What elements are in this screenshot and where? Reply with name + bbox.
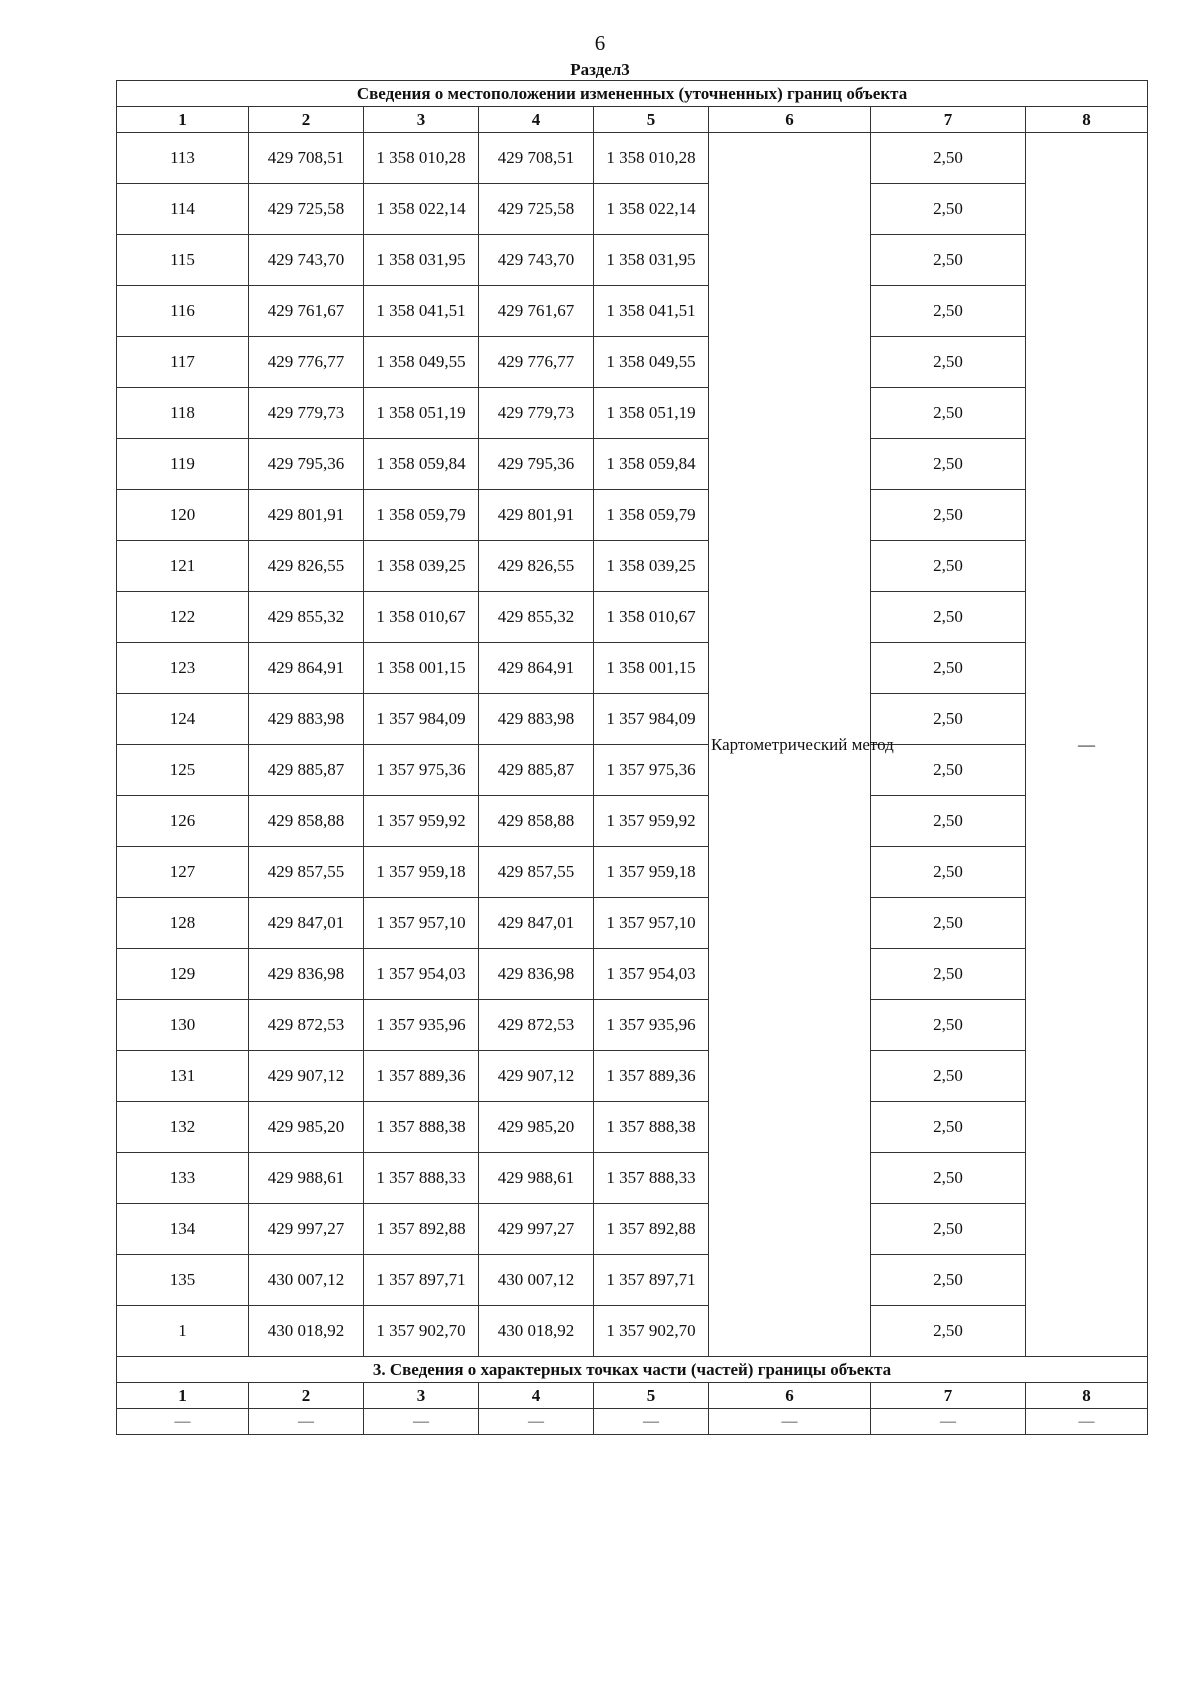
point-number-cell: 127 [117,847,249,898]
x-existing-cell: 429 725,58 [249,184,364,235]
accuracy-cell: 2,50 [871,1102,1026,1153]
column-number-8: 8 [1026,107,1148,133]
x-existing-cell: 429 801,91 [249,490,364,541]
table-row [117,694,1148,745]
x-existing-cell: 429 907,12 [249,1051,364,1102]
table-row [117,745,1148,796]
y-existing-cell: 1 358 059,84 [364,439,479,490]
table-row [117,541,1148,592]
point-number-cell: 134 [117,1204,249,1255]
x-refined-cell: 429 985,20 [479,1102,594,1153]
x-existing-cell: 430 018,92 [249,1306,364,1357]
y-existing-cell: 1 357 888,33 [364,1153,479,1204]
y-existing-cell: 1 357 888,38 [364,1102,479,1153]
bottom-column-number-7: 7 [871,1383,1026,1409]
y-existing-cell: 1 357 957,10 [364,898,479,949]
table-caption-bottom: 3. Сведения о характерных точках части (частей) границы объекта [117,1357,1148,1383]
point-number-cell: 122 [117,592,249,643]
y-existing-cell: 1 357 902,70 [364,1306,479,1357]
y-existing-cell: 1 357 959,18 [364,847,479,898]
accuracy-cell: 2,50 [871,745,1026,796]
x-existing-cell: 429 997,27 [249,1204,364,1255]
x-refined-cell: 429 858,88 [479,796,594,847]
y-refined-cell: 1 357 889,36 [594,1051,709,1102]
bottom-column-number-3: 3 [364,1383,479,1409]
y-refined-cell: 1 358 022,14 [594,184,709,235]
x-existing-cell: 429 858,88 [249,796,364,847]
x-refined-cell: 429 743,70 [479,235,594,286]
point-number-cell: 115 [117,235,249,286]
table-row [117,439,1148,490]
accuracy-cell: 2,50 [871,643,1026,694]
y-existing-cell: 1 357 935,96 [364,1000,479,1051]
point-number-cell: 118 [117,388,249,439]
x-refined-cell: 429 885,87 [479,745,594,796]
page-number: 6 [594,31,606,55]
empty-dash-cell: — [594,1409,709,1435]
empty-dash-cell: — [709,1409,871,1435]
accuracy-cell: 2,50 [871,184,1026,235]
table-row [117,949,1148,1000]
y-refined-cell: 1 358 031,95 [594,235,709,286]
x-existing-cell: 429 708,51 [249,133,364,184]
table-row [117,1153,1148,1204]
table-row [117,1255,1148,1306]
point-number-cell: 125 [117,745,249,796]
y-existing-cell: 1 358 051,19 [364,388,479,439]
x-existing-cell: 429 985,20 [249,1102,364,1153]
point-number-cell: 123 [117,643,249,694]
y-existing-cell: 1 357 897,71 [364,1255,479,1306]
accuracy-cell: 2,50 [871,898,1026,949]
y-existing-cell: 1 357 959,92 [364,796,479,847]
y-existing-cell: 1 358 010,67 [364,592,479,643]
table-row [117,337,1148,388]
point-number-cell: 126 [117,796,249,847]
accuracy-cell: 2,50 [871,490,1026,541]
table-row [117,1051,1148,1102]
x-refined-cell: 429 776,77 [479,337,594,388]
accuracy-cell: 2,50 [871,1306,1026,1357]
table-row [117,133,1148,184]
y-existing-cell: 1 357 954,03 [364,949,479,1000]
point-number-cell: 114 [117,184,249,235]
point-number-cell: 132 [117,1102,249,1153]
accuracy-cell: 2,50 [871,235,1026,286]
accuracy-cell: 2,50 [871,796,1026,847]
point-number-cell: 128 [117,898,249,949]
table-row [117,388,1148,439]
point-number-cell: 113 [117,133,249,184]
x-refined-cell: 429 855,32 [479,592,594,643]
point-number-cell: 135 [117,1255,249,1306]
x-existing-cell: 429 779,73 [249,388,364,439]
table-row [117,643,1148,694]
x-refined-cell: 429 708,51 [479,133,594,184]
column-number-7: 7 [871,107,1026,133]
table-row [117,592,1148,643]
y-refined-cell: 1 357 892,88 [594,1204,709,1255]
y-existing-cell: 1 357 975,36 [364,745,479,796]
x-refined-cell: 429 997,27 [479,1204,594,1255]
column-8-cell: — [1026,133,1148,1357]
accuracy-cell: 2,50 [871,847,1026,898]
point-number-cell: 131 [117,1051,249,1102]
y-refined-cell: 1 358 010,67 [594,592,709,643]
empty-dash-cell: — [364,1409,479,1435]
y-refined-cell: 1 357 954,03 [594,949,709,1000]
x-existing-cell: 429 836,98 [249,949,364,1000]
table-row [117,1204,1148,1255]
point-number-cell: 116 [117,286,249,337]
boundary-coordinates-table [116,80,1148,1435]
x-existing-cell: 429 826,55 [249,541,364,592]
x-existing-cell: 429 743,70 [249,235,364,286]
x-refined-cell: 430 018,92 [479,1306,594,1357]
point-number-cell: 124 [117,694,249,745]
bottom-column-number-5: 5 [594,1383,709,1409]
y-existing-cell: 1 358 022,14 [364,184,479,235]
y-existing-cell: 1 358 041,51 [364,286,479,337]
y-existing-cell: 1 358 059,79 [364,490,479,541]
table-row [117,1409,1148,1435]
x-existing-cell: 429 776,77 [249,337,364,388]
x-refined-cell: 429 864,91 [479,643,594,694]
table-row [117,235,1148,286]
y-existing-cell: 1 358 001,15 [364,643,479,694]
table-row [117,898,1148,949]
point-number-cell: 121 [117,541,249,592]
table-row [117,1000,1148,1051]
x-existing-cell: 430 007,12 [249,1255,364,1306]
method-cell: Картометрический метод [709,133,871,1357]
accuracy-cell: 2,50 [871,1255,1026,1306]
empty-dash-cell: — [479,1409,594,1435]
table-row [117,796,1148,847]
accuracy-cell: 2,50 [871,1000,1026,1051]
table-caption-top: Сведения о местоположении измененных (уточненных) границ объекта [117,81,1148,107]
x-existing-cell: 429 872,53 [249,1000,364,1051]
x-existing-cell: 429 988,61 [249,1153,364,1204]
y-refined-cell: 1 357 897,71 [594,1255,709,1306]
y-refined-cell: 1 357 888,33 [594,1153,709,1204]
section-title: Раздел3 [570,60,630,79]
y-refined-cell: 1 357 975,36 [594,745,709,796]
accuracy-cell: 2,50 [871,439,1026,490]
column-number-4: 4 [479,107,594,133]
x-refined-cell: 429 725,58 [479,184,594,235]
table-row [117,184,1148,235]
y-existing-cell: 1 357 889,36 [364,1051,479,1102]
table-row [117,490,1148,541]
bottom-column-number-4: 4 [479,1383,594,1409]
point-number-cell: 130 [117,1000,249,1051]
point-number-cell: 117 [117,337,249,388]
x-refined-cell: 429 872,53 [479,1000,594,1051]
accuracy-cell: 2,50 [871,592,1026,643]
y-existing-cell: 1 358 010,28 [364,133,479,184]
y-existing-cell: 1 358 031,95 [364,235,479,286]
y-refined-cell: 1 358 041,51 [594,286,709,337]
bottom-column-number-8: 8 [1026,1383,1148,1409]
accuracy-cell: 2,50 [871,133,1026,184]
x-refined-cell: 429 988,61 [479,1153,594,1204]
y-existing-cell: 1 357 892,88 [364,1204,479,1255]
bottom-column-number-1: 1 [117,1383,249,1409]
x-existing-cell: 429 864,91 [249,643,364,694]
accuracy-cell: 2,50 [871,388,1026,439]
point-number-cell: 1 [117,1306,249,1357]
empty-dash-cell: — [117,1409,249,1435]
y-existing-cell: 1 357 984,09 [364,694,479,745]
column-number-5: 5 [594,107,709,133]
y-refined-cell: 1 357 984,09 [594,694,709,745]
y-refined-cell: 1 357 888,38 [594,1102,709,1153]
table-row [117,1102,1148,1153]
column-number-3: 3 [364,107,479,133]
accuracy-cell: 2,50 [871,541,1026,592]
empty-dash-cell: — [871,1409,1026,1435]
x-refined-cell: 430 007,12 [479,1255,594,1306]
x-existing-cell: 429 761,67 [249,286,364,337]
x-existing-cell: 429 847,01 [249,898,364,949]
x-refined-cell: 429 836,98 [479,949,594,1000]
x-existing-cell: 429 883,98 [249,694,364,745]
x-existing-cell: 429 795,36 [249,439,364,490]
point-number-cell: 133 [117,1153,249,1204]
x-refined-cell: 429 801,91 [479,490,594,541]
y-refined-cell: 1 357 902,70 [594,1306,709,1357]
table-row [117,1306,1148,1357]
y-existing-cell: 1 358 039,25 [364,541,479,592]
point-number-cell: 120 [117,490,249,541]
accuracy-cell: 2,50 [871,1051,1026,1102]
accuracy-cell: 2,50 [871,286,1026,337]
column-number-2: 2 [249,107,364,133]
empty-dash-cell: — [249,1409,364,1435]
y-refined-cell: 1 358 049,55 [594,337,709,388]
y-refined-cell: 1 357 959,18 [594,847,709,898]
accuracy-cell: 2,50 [871,949,1026,1000]
y-refined-cell: 1 357 959,92 [594,796,709,847]
empty-dash-cell: — [1026,1409,1148,1435]
table-row [117,847,1148,898]
accuracy-cell: 2,50 [871,337,1026,388]
y-refined-cell: 1 357 957,10 [594,898,709,949]
y-refined-cell: 1 358 051,19 [594,388,709,439]
point-number-cell: 129 [117,949,249,1000]
x-existing-cell: 429 885,87 [249,745,364,796]
y-refined-cell: 1 358 010,28 [594,133,709,184]
x-refined-cell: 429 779,73 [479,388,594,439]
bottom-column-number-6: 6 [709,1383,871,1409]
y-refined-cell: 1 358 001,15 [594,643,709,694]
y-refined-cell: 1 358 059,79 [594,490,709,541]
accuracy-cell: 2,50 [871,1153,1026,1204]
x-refined-cell: 429 857,55 [479,847,594,898]
x-existing-cell: 429 857,55 [249,847,364,898]
y-refined-cell: 1 357 935,96 [594,1000,709,1051]
bottom-column-number-2: 2 [249,1383,364,1409]
x-refined-cell: 429 795,36 [479,439,594,490]
x-refined-cell: 429 847,01 [479,898,594,949]
y-refined-cell: 1 358 059,84 [594,439,709,490]
x-refined-cell: 429 761,67 [479,286,594,337]
column-number-6: 6 [709,107,871,133]
y-refined-cell: 1 358 039,25 [594,541,709,592]
x-refined-cell: 429 883,98 [479,694,594,745]
x-refined-cell: 429 907,12 [479,1051,594,1102]
accuracy-cell: 2,50 [871,694,1026,745]
column-number-1: 1 [117,107,249,133]
x-existing-cell: 429 855,32 [249,592,364,643]
accuracy-cell: 2,50 [871,1204,1026,1255]
x-refined-cell: 429 826,55 [479,541,594,592]
point-number-cell: 119 [117,439,249,490]
y-existing-cell: 1 358 049,55 [364,337,479,388]
table-row [117,286,1148,337]
